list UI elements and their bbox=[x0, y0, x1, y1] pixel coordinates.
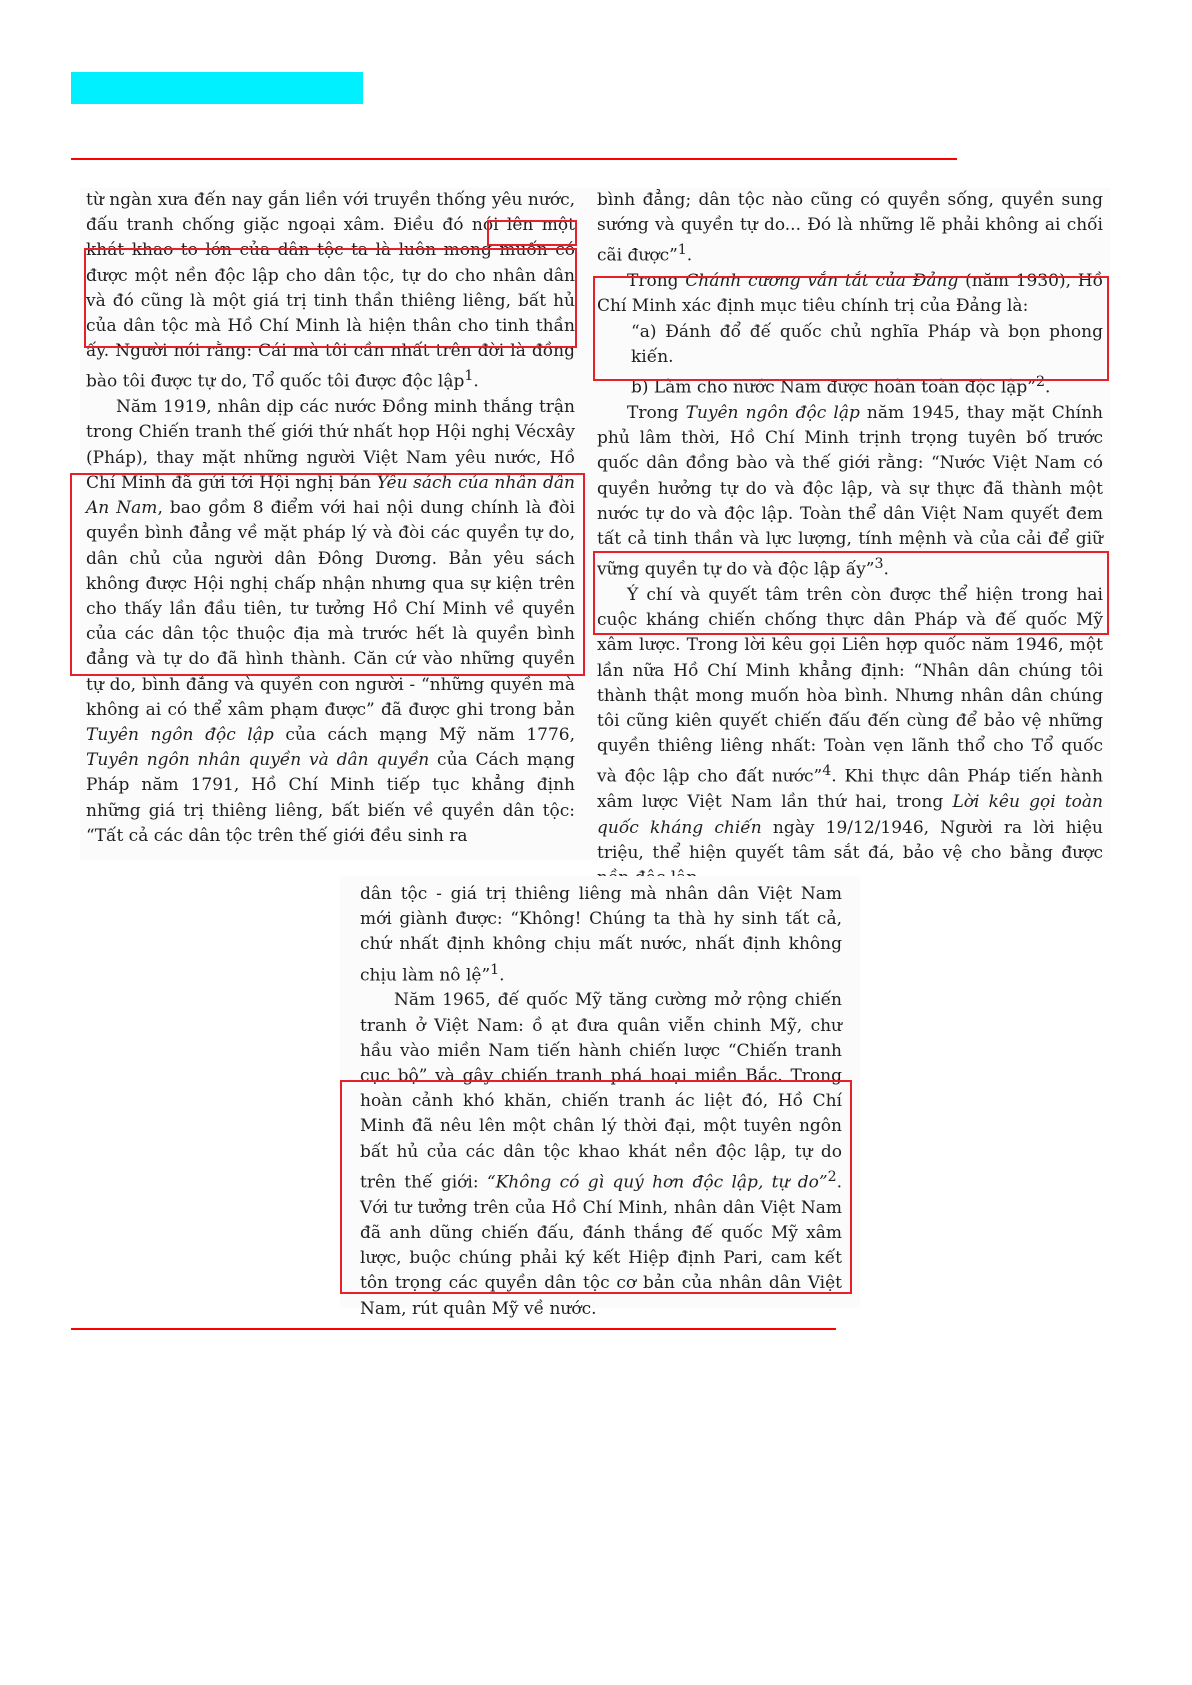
right-paragraph-1: bình đẳng; dân tộc nào cũng có quyền sống, quyền sung sướng và quyền tự do... Đó là những lẽ phải không ai chối cãi được”$^1$. bbox=[597, 190, 1103, 267]
right-column bbox=[597, 188, 1103, 891]
bottom-paragraph-1: dân tộc - giá trị thiêng liêng mà nhân dân Việt Nam mới giành được: “Không! Chúng ta thà hy sinh tất cả, chứ nhất định không chịu mất nước, nhất định không chịu làm nô lệ”$^1$. bbox=[360, 884, 842, 986]
right-paragraph-4: Ý chí và quyết tâm trên còn được thể hiện trong hai cuộc kháng chiến chống thực dân Pháp và đế quốc Mỹ xâm lược. Trong lời kêu gọi Liên hợp quốc năm 1946, một lần nữa Hồ Chí Minh khẳng định: “Nhân dân chúng tôi thành thật mong muốn hòa bình. Nhưng nhân dân chúng tôi cũng kiên quyết chiến đấu đến cùng để bảo vệ những quyền thiêng liêng nhất: Toàn vẹn lãnh thổ cho Tổ quốc và độc lập cho đất nước”$^4$. Khi thực dân Pháp tiến hành xâm lược Việt Nam lần thứ hai, trong Lời kêu gọi toàn quốc kháng chiến ngày 19/12/1946, Người ra lời hiệu triệu, thể hiện quyết tâm sắt đá, bảo vệ cho bằng được bbox=[597, 585, 1104, 863]
left-paragraph-2: Năm 1919, nhân dịp các nước Đồng minh thắng trận trong Chiến tranh thế giới thứ nhất họp Hội nghị Vécxây (Pháp), thay mặt những người Việt Nam yêu nước, Hồ Chí Minh đã gửi tới Hội nghị bản Yêu sách của nhân dân An Nam, bao gồm 8 điểm với hai nội dung chính là đòi quyền bình đẳng về mặt pháp lý và đòi các quyền tự do, dân chủ của người dân Đông Dương. Bản yêu sách không được Hội nghị chấp nhận nhưng qua sự kiện trên cho thấy lần đầu tiên, tư tưởng Hồ Chí Minh về quyền của các dân tộc thuộc địa mà trước hết là quyền bình đẳng và tự do đã hình thành. Căn cứ vào những quyền tự do, bình đẳng và quyền con người - “những quyền mà không ai có thể xâm phạm được” đã được ghi trong bản Tuyên ngôn độc lập của cách mạng Mỹ năm 1776, Tuyên ngôn nhân quyền và dân quyền của Cách mạng Pháp năm 1791, Hồ Chí Minh tiếp tục khẳng định những giá trị thiêng liêng, bất biến về quyền dân tộc: “Tất cả các dân tộc trên thế giới đều sinh ra bbox=[86, 397, 576, 846]
bottom-column bbox=[360, 882, 842, 1322]
bottom-red-rule bbox=[71, 1328, 836, 1330]
left-column bbox=[86, 188, 575, 849]
right-paragraph-2: Trong Chánh cương vắn tắt của Đảng (năm 1930), Hồ Chí Minh xác định mục tiêu chính trị của Đảng là: bbox=[597, 271, 1104, 317]
top-red-rule bbox=[71, 158, 957, 160]
bottom-paragraph-2: Năm 1965, đế quốc Mỹ tăng cường mở rộng chiến tranh ở Việt Nam: ồ ạt đưa quân viễn chinh Mỹ, chư hầu vào miền Nam tiến hành chiến lược “Chiến tranh cục bộ” và gây chiến tranh phá hoại miền Bắc. Trong hoàn cảnh khó khăn, chiến tranh ác liệt đó, Hồ Chí Minh đã nêu lên một chân lý thời đại, một tuyên ngôn bất hủ của các dân tộc khao khát nền độc lập, tự do trên thế giới: “Không có gì quý hơn độc lập, tự do”$^2$. Với tư tưởng trên của Hồ Chí Minh, nhân dân Việt Nam đã anh dũng chiến đấu, đánh thắng đế quốc Mỹ xâm lược, buộc chúng phải ký kết Hiệp định Pari, cam kết tôn trọng các quyền dân tộc cơ bản của nhân dân Việt Nam, rút quân Mỹ về nước. bbox=[360, 990, 842, 1319]
right-list-item-a: “a) Đánh đổ đế quốc chủ nghĩa Pháp và bọn phong kiến. bbox=[631, 321, 1103, 367]
left-paragraph-1: từ ngàn xưa đến nay gắn liền với truyền thống yêu nước, đấu tranh chống giặc ngoại xâm. Điều đó nói lên một khát khao to lớn của dân tộc ta là luôn mong muốn có được một nền độc lập cho dân tộc, tự do cho nhân dân và đó cũng là một giá trị tinh thần thiêng liêng, bất hủ của dân tộc mà Hồ Chí Minh là hiện thân cho tinh thần ấy. Người nói rằng: Cái mà tôi cần nhất trên đời là đồng bào tôi được tự do, Tổ quốc tôi được độc lập$^1$. bbox=[86, 190, 575, 393]
header-highlight-bar bbox=[71, 72, 363, 104]
scanned-page-top bbox=[80, 188, 1110, 863]
right-paragraph-3: Trong Tuyên ngôn độc lập năm 1945, thay mặt Chính phủ lâm thời, Hồ Chí Minh trịnh trọng tuyên bố trước quốc dân đồng bào và thế giới rằng: “Nước Việt Nam có quyền hưởng tự do và độc lập, và sự thực đã thành một nước tự do và độc lập. Toàn thể dân Việt Nam quyết đem tất cả tinh thần và lực lượng, tính mệnh và của cải để giữ vững quyền tự do và độc lập ấy”$^3$. bbox=[597, 402, 1103, 580]
right-list-item-b: b) Làm cho nước Nam được hoàn toàn độc lập”$^2$. bbox=[631, 374, 1051, 398]
scanned-page-bottom bbox=[340, 876, 860, 1319]
